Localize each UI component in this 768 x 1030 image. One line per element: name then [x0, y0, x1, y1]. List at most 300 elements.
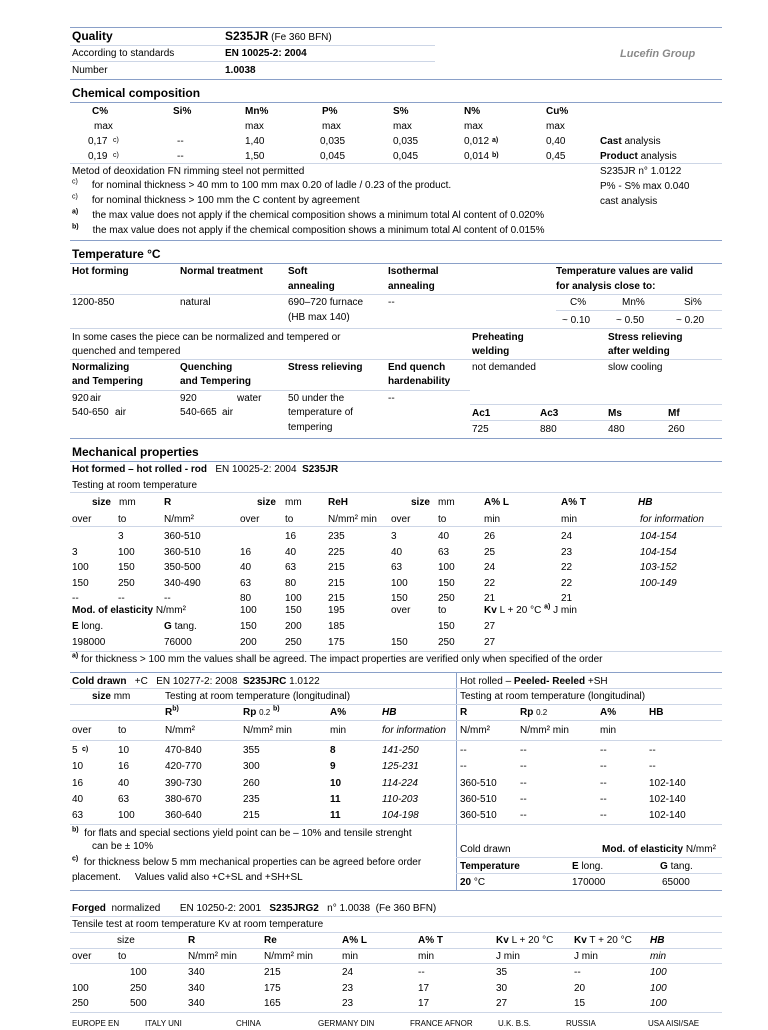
forged-cell-0-7: --: [574, 967, 581, 978]
el2-1: 200: [285, 621, 302, 632]
peel-cell-3-0: 360-510: [460, 793, 497, 805]
an-h-c: C%: [570, 297, 587, 308]
chem-title: Chemical composition: [72, 86, 201, 100]
mech-cell-0-2: 360-510: [164, 531, 201, 542]
mech-u-7: to: [438, 514, 447, 525]
chem-r1-0: 0,17: [88, 136, 108, 147]
temp-note-1: In some cases the piece can be normalized and tempered or: [72, 332, 341, 343]
number-label: Number: [72, 65, 108, 76]
cold-u-over: over: [72, 725, 92, 736]
mech-cell-2-2: 350-500: [164, 562, 201, 573]
mech-cell-3-7: 150: [438, 577, 455, 589]
mech-footnote: $^{a)}$ for thickness > 100 mm the values shall be agreed. The impact properties are verified only when specified of the order: [72, 652, 603, 665]
mech-cell-4-7: 250: [438, 593, 455, 604]
mech-cell-2-4: 63: [285, 562, 297, 573]
forged-u-4: min: [342, 951, 359, 962]
mech-u-9: min: [561, 514, 578, 525]
forged-r-h: R: [188, 935, 196, 946]
eq-value: --: [388, 393, 395, 404]
ac1-header: Ac1: [472, 408, 491, 419]
mech-cell-3-3: 63: [240, 577, 252, 589]
peel-t-value: 20 °C: [460, 877, 486, 888]
number-value: 1.0038: [225, 65, 256, 76]
el1-2: 195: [328, 605, 345, 616]
el1-0: 100: [240, 605, 257, 616]
right-note-2: cast analysis: [600, 196, 658, 207]
chem-max-0: max: [94, 121, 113, 132]
forged-cell-2-4: 23: [342, 998, 354, 1009]
mech-h-5: ReH: [328, 497, 349, 508]
footer-std-3: GERMANY DIN: [318, 1019, 375, 1028]
cold-cell-1-5: 125-231: [382, 761, 419, 773]
cold-cell-0-3: 355: [243, 745, 260, 756]
mech-u-1: to: [118, 514, 127, 525]
el3-0: 198000: [72, 637, 106, 648]
ac3-value: 880: [540, 424, 557, 435]
cold-cell-2-5: 114-224: [382, 777, 418, 789]
mech-u-6: over: [391, 514, 411, 525]
mech-cell-2-3: 40: [240, 562, 252, 573]
peel-temperature: Temperature: [460, 861, 520, 872]
cold-r-header: $R^{b)}$: [165, 705, 179, 718]
cold-hb-header: HB: [382, 707, 397, 718]
mech-cell-2-9: 22: [561, 562, 573, 573]
mech-h-4: mm: [285, 497, 302, 508]
cold-u-rp: N/mm² min: [243, 725, 292, 736]
peel-testing: Testing at room temperature (longitudinal): [460, 691, 646, 702]
preheating-header-1: Preheating: [472, 332, 524, 343]
mech-cell-4-3: 80: [240, 593, 252, 604]
peel-cell-4-0: 360-510: [460, 810, 497, 822]
an-v-mn: ~ 0.50: [616, 315, 645, 326]
cold-rp-header: Rp 0.2 $^{b)}$: [243, 705, 280, 718]
standards-value: EN 10025-2: 2004: [225, 48, 307, 59]
mech-cell-2-7: 100: [438, 562, 455, 573]
mech-u-4: to: [285, 514, 294, 525]
ac3-header: Ac3: [540, 408, 559, 419]
mech-h-1: mm: [119, 497, 136, 508]
peel-cell-4-2: --: [600, 810, 607, 822]
quality-label: Quality: [72, 29, 113, 43]
qt-r1-m: water: [237, 393, 262, 404]
cold-cell-0-2: 470-840: [165, 745, 202, 756]
cold-cell-3-2: 380-670: [165, 793, 202, 805]
footer-std-5: U.K. B.S.: [498, 1019, 531, 1028]
mech-testing: Testing at room temperature: [72, 480, 198, 491]
mf-header: Mf: [668, 408, 680, 419]
mech-h-10: HB: [638, 497, 653, 508]
stress-v-3: tempering: [288, 422, 333, 433]
forged-cell-1-8: 100: [650, 982, 667, 994]
mech-h-3: size: [257, 497, 276, 508]
stress-v-1: 50 under the: [288, 393, 345, 404]
cold-cell-1-3: 300: [243, 761, 260, 773]
peel-cold-drawn: Cold drawn: [460, 844, 511, 855]
forged-cell-1-7: 20: [574, 982, 586, 994]
mech-cell-0-6: 3: [391, 531, 397, 542]
standards-label: According to standards: [72, 48, 175, 59]
an-v-c: ~ 0.10: [562, 315, 591, 326]
forged-u-5: min: [418, 951, 435, 962]
el2-0: 150: [240, 621, 257, 632]
cold-size-header: size mm: [92, 691, 131, 702]
elasticity-label: Mod. of elasticity N/mm²: [72, 605, 186, 616]
forged-cell-1-4: 23: [342, 982, 354, 994]
preheating-header-2: welding: [472, 346, 510, 357]
kv-label: Kv L + 20 °C $^{a)}$ J min: [484, 603, 577, 616]
nt-r1-t: 920: [72, 393, 89, 404]
soft-annealing-value-1: 690–720 furnace: [288, 297, 364, 308]
forged-cell-0-8: 100: [650, 967, 667, 978]
mech-cell-3-4: 80: [285, 577, 297, 589]
chem-header-3: P%: [322, 106, 338, 117]
peel-e-value: 170000: [572, 877, 606, 888]
cast-analysis-label: Cast analysis: [600, 136, 661, 147]
forged-u-3: N/mm² min: [264, 951, 313, 962]
peel-u-rp: N/mm² min: [520, 725, 569, 736]
chem-sup-n-a: a): [492, 137, 499, 144]
peel-g-value: 65000: [662, 877, 690, 888]
mech-h-2: R: [164, 497, 172, 508]
forged-at-h: A% T: [418, 935, 443, 946]
cold-cell-3-1: 63: [118, 793, 130, 805]
chem-sup-c-1: c): [113, 152, 119, 159]
forged-kvl-h: Kv L + 20 °C: [496, 935, 554, 946]
eq-header-1: End quench: [388, 362, 446, 373]
qt-header-2: and Tempering: [180, 376, 251, 387]
peel-cell-0-3: --: [649, 745, 656, 756]
an-h-mn: Mn%: [622, 297, 645, 308]
mech-u-8: min: [484, 514, 501, 525]
chem-r2-1: --: [177, 151, 184, 162]
mech-h-7: mm: [438, 497, 455, 508]
cold-u-to: to: [118, 725, 127, 736]
ac1-value: 725: [472, 424, 489, 435]
mech-cell-2-0: 100: [72, 562, 89, 573]
peel-cell-3-2: --: [600, 793, 607, 805]
mech-cell-1-10: 104-154: [640, 546, 677, 558]
cold-cell-4-2: 360-640: [165, 810, 202, 822]
chem-header-5: N%: [464, 106, 481, 117]
mech-cell-3-10: 100-149: [640, 577, 677, 589]
el3-7: 27: [484, 637, 496, 648]
mech-cell-0-9: 24: [561, 531, 573, 542]
cold-title: Cold drawn +C EN 10277-2: 2008 S235JRC 1.0122: [72, 676, 320, 687]
forged-title: Forged normalized EN 10250-2: 2001 S235JRG2 n° 1.0038 (Fe 360 BFN): [72, 903, 437, 914]
chem-sup-c-0: c): [113, 137, 119, 144]
cold-cell-4-0: 63: [72, 810, 84, 822]
forged-testing: Tensile test at room temperature Kv at room temperature: [72, 919, 324, 930]
chem-r2-0: 0,19: [88, 151, 108, 162]
cold-u-a: min: [330, 725, 347, 736]
chem-note-3: $^{a)}$ the max value does not apply if the chemical composition shows a minimum total Al content of 0.020%: [72, 208, 545, 221]
chem-r1-5: 0,012: [464, 136, 490, 147]
quality-value: S235JR (Fe 360 BFN): [225, 29, 332, 43]
mech-cell-3-1: 250: [118, 577, 135, 589]
cold-cell-2-0: 16: [72, 777, 84, 789]
forged-cell-1-5: 17: [418, 982, 430, 994]
peel-cell-1-1: --: [520, 761, 527, 773]
brand-logo-text: Lucefin Group: [620, 48, 696, 60]
forged-cell-2-8: 100: [650, 998, 667, 1009]
stress-header: Stress relieving: [288, 362, 363, 373]
forged-cell-2-5: 17: [418, 998, 430, 1009]
normal-treatment-value: natural: [180, 297, 211, 308]
peel-cell-2-2: --: [600, 777, 607, 789]
cold-cell-0-0: 5: [72, 745, 78, 756]
chem-max-2: max: [245, 121, 264, 132]
mech-cell-4-8: 21: [484, 593, 496, 604]
mech-cell-2-5: 215: [328, 562, 345, 573]
el3-1: 76000: [164, 637, 192, 648]
cold-fn1b: can be ± 10%: [92, 841, 154, 852]
right-note-0: S235JR n° 1.0122: [600, 166, 682, 177]
ms-value: 480: [608, 424, 625, 435]
peel-cell-2-1: --: [520, 777, 527, 789]
cold-testing: Testing at room temperature (longitudinal): [165, 691, 351, 702]
chem-r2-2: 1,50: [245, 151, 265, 162]
mech-cell-4-0: --: [72, 593, 79, 604]
mf-value: 260: [668, 424, 685, 435]
cold-a-header: A%: [330, 707, 347, 718]
mech-cell-0-7: 40: [438, 531, 450, 542]
mech-cell-1-0: 3: [72, 546, 78, 558]
forged-cell-2-1: 500: [130, 998, 147, 1009]
mech-cell-1-4: 40: [285, 546, 297, 558]
peel-rp-header: Rp 0.2: [520, 707, 548, 718]
el1-3: over: [391, 605, 411, 616]
cold-cell-1-1: 16: [118, 761, 130, 773]
mech-cell-0-1: 3: [118, 531, 124, 542]
mech-cell-2-8: 24: [484, 562, 496, 573]
mech-cell-0-8: 26: [484, 531, 496, 542]
cold-cell-2-2: 390-730: [165, 777, 202, 789]
peel-cell-1-2: --: [600, 761, 607, 773]
nt-r1-m: air: [90, 393, 102, 404]
cold-u-r: N/mm²: [165, 725, 195, 736]
peel-mod-elasticity: Mod. of elasticity N/mm²: [602, 844, 716, 855]
peel-cell-0-1: --: [520, 745, 527, 756]
mech-h-9: A% T: [561, 497, 586, 508]
cold-cell-1-4: 9: [330, 761, 336, 773]
mech-u-5: N/mm² min: [328, 514, 377, 525]
el3-5: 150: [391, 637, 408, 648]
footer-std-2: CHINA: [236, 1019, 261, 1028]
mech-cell-2-6: 63: [391, 562, 403, 573]
forged-re-h: Re: [264, 935, 277, 946]
forged-hb-h: HB: [650, 935, 665, 946]
forged-cell-0-5: --: [418, 967, 425, 978]
peel-cell-1-0: --: [460, 761, 467, 773]
right-note-1: P% - S% max 0.040: [600, 181, 690, 192]
mech-u-2: N/mm²: [164, 514, 194, 525]
mech-cell-4-2: --: [164, 593, 171, 604]
forged-cell-2-6: 27: [496, 998, 508, 1009]
chem-r1-3: 0,035: [320, 136, 346, 147]
temp-note-2: quenched and tempered: [72, 346, 181, 357]
soft-annealing-header-1: Soft: [288, 266, 308, 277]
g-tang: G tang.: [164, 621, 197, 632]
hot-forming-value: 1200-850: [72, 297, 115, 308]
forged-cell-1-1: 250: [130, 982, 147, 994]
mech-u-3: over: [240, 514, 260, 525]
cold-cell-2-3: 260: [243, 777, 260, 789]
peel-e-long: E long.: [572, 861, 604, 872]
mech-cell-3-2: 340-490: [164, 577, 201, 589]
chem-max-4: max: [393, 121, 412, 132]
chem-max-5: max: [464, 121, 483, 132]
peel-cell-3-1: --: [520, 793, 527, 805]
temp-title: Temperature °C: [72, 247, 161, 261]
peel-r-header: R: [460, 707, 468, 718]
stress-after-header-2: after welding: [608, 346, 670, 357]
product-analysis-label: Product analysis: [600, 151, 677, 162]
forged-cell-2-2: 340: [188, 998, 205, 1009]
forged-kvt-h: Kv T + 20 °C: [574, 935, 632, 946]
peel-u-r: N/mm²: [460, 725, 490, 736]
forged-u-0: over: [72, 951, 92, 962]
mech-cell-2-10: 103-152: [640, 562, 677, 573]
footer-std-6: RUSSIA: [566, 1019, 596, 1028]
cold-cell-1-0: 10: [72, 761, 84, 773]
mech-cell-4-4: 100: [285, 593, 302, 604]
mech-cell-0-5: 235: [328, 531, 345, 542]
mech-cell-1-9: 23: [561, 546, 573, 558]
chem-max-6: max: [546, 121, 565, 132]
peel-g-tang: G tang.: [660, 861, 693, 872]
eq-header-2: hardenability: [388, 376, 451, 387]
qt-r2-t: 540-665: [180, 407, 217, 418]
an-h-si: Si%: [684, 297, 702, 308]
cold-fn2: $^{c)}$ for thickness below 5 mm mechanical properties can be agreed before order: [72, 855, 422, 868]
peel-cell-3-3: 102-140: [649, 793, 686, 805]
chem-note-1: $^{c)}$ for nominal thickness > 40 mm to 100 mm max 0.20 of ladle / 0.23 of the product.: [72, 178, 452, 191]
peel-u-a: min: [600, 725, 617, 736]
forged-cell-1-0: 100: [72, 982, 89, 994]
nt-r2-m: air: [115, 407, 127, 418]
forged-cell-1-6: 30: [496, 982, 508, 994]
forged-u-7: J min: [574, 951, 598, 962]
forged-cell-0-6: 35: [496, 967, 508, 978]
forged-cell-1-3: 175: [264, 982, 281, 994]
cold-cell-0-4: 8: [330, 745, 336, 756]
el1-4: to: [438, 605, 447, 616]
forged-cell-1-2: 340: [188, 982, 205, 994]
cold-cell-4-5: 104-198: [382, 810, 419, 822]
mech-cell-0-10: 104-154: [640, 531, 677, 542]
cold-cell-3-0: 40: [72, 793, 84, 805]
chem-r1-4: 0,035: [393, 136, 419, 147]
mech-title: Mechanical properties: [72, 445, 199, 459]
chem-note-0: Metod of deoxidation FN rimming steel not permitted: [72, 166, 305, 177]
hot-forming-header: Hot forming: [72, 266, 129, 277]
isothermal-header-1: Isothermal: [388, 266, 439, 277]
footer-std-7: USA AISI/SAE: [648, 1019, 700, 1028]
chem-note-4: $^{b)}$ the max value does not apply if the chemical composition shows a minimum total Al content of 0.015%: [72, 223, 545, 236]
chem-r2-6: 0,45: [546, 151, 566, 162]
cold-cell-3-5: 110-203: [382, 793, 418, 805]
chem-r2-4: 0,045: [393, 151, 419, 162]
el1-1: 150: [285, 605, 302, 616]
forged-u-8: min: [650, 951, 667, 962]
forged-size-h: size: [117, 935, 135, 946]
peel-cell-0-0: --: [460, 745, 467, 756]
mech-cell-4-1: --: [118, 593, 125, 604]
footer-std-0: EUROPE EN: [72, 1019, 120, 1028]
mech-cell-1-3: 16: [240, 546, 252, 558]
forged-cell-0-4: 24: [342, 967, 354, 978]
chem-header-4: S%: [393, 106, 409, 117]
mech-subtitle: Hot formed – hot rolled - rod EN 10025-2: 2004 S235JR: [72, 464, 339, 475]
el3-3: 250: [285, 637, 302, 648]
el2-2: 185: [328, 621, 345, 632]
valid-header-2: for analysis close to:: [556, 281, 656, 292]
peel-cell-2-0: 360-510: [460, 777, 497, 789]
peel-cell-2-3: 102-140: [649, 777, 686, 789]
mech-h-8: A% L: [484, 497, 509, 508]
chem-note-2: $^{c)}$ for nominal thickness > 100 mm the C content by agreement: [72, 193, 360, 206]
mech-cell-4-9: 21: [561, 593, 573, 604]
chem-header-1: Si%: [173, 106, 192, 117]
forged-cell-2-0: 250: [72, 998, 89, 1009]
footer-std-4: FRANCE AFNOR: [410, 1019, 473, 1028]
mech-cell-3-8: 22: [484, 577, 496, 589]
soft-annealing-value-2: (HB max 140): [288, 312, 350, 323]
nt-r2-t: 540-650: [72, 407, 109, 418]
cold-cell-1-2: 420-770: [165, 761, 202, 773]
peel-hb-header: HB: [649, 707, 664, 718]
cold-cell-2-1: 40: [118, 777, 130, 789]
forged-al-h: A% L: [342, 935, 367, 946]
chem-header-0: C%: [92, 106, 109, 117]
peel-cell-4-3: 102-140: [649, 810, 686, 822]
mech-cell-1-8: 25: [484, 546, 496, 558]
mech-cell-4-5: 215: [328, 593, 345, 604]
mech-cell-1-7: 63: [438, 546, 450, 558]
peel-cell-4-1: --: [520, 810, 527, 822]
mech-cell-1-5: 225: [328, 546, 345, 558]
forged-u-6: J min: [496, 951, 520, 962]
chem-r2-3: 0,045: [320, 151, 346, 162]
mech-cell-3-0: 150: [72, 577, 89, 589]
ms-header: Ms: [608, 408, 622, 419]
qt-r2-m: air: [222, 407, 234, 418]
stress-after-header-1: Stress relieving: [608, 332, 683, 343]
nt-header-1: Normalizing: [72, 362, 130, 373]
mech-h-0: size: [92, 497, 111, 508]
mech-cell-1-1: 100: [118, 546, 135, 558]
mech-u-0: over: [72, 514, 92, 525]
chem-r1-1: --: [177, 136, 184, 147]
el2-4: 150: [438, 621, 455, 632]
forged-cell-0-3: 215: [264, 967, 281, 978]
qt-r1-t: 920: [180, 393, 197, 404]
el3-6: 250: [438, 637, 455, 648]
an-v-si: ~ 0.20: [676, 315, 705, 326]
e-long: E long.: [72, 621, 104, 632]
chem-sup-n-b: b): [492, 152, 499, 159]
cold-cell-4-1: 100: [118, 810, 135, 822]
cold-cell-3-4: 11: [330, 793, 341, 805]
mech-u-10: for information: [640, 514, 704, 525]
mech-cell-2-1: 150: [118, 562, 135, 573]
el3-4: 175: [328, 637, 345, 648]
chem-r2-5: 0,014: [464, 151, 490, 162]
mech-cell-3-6: 100: [391, 577, 408, 589]
cold-fn2b: placement. Values valid also +C+SL and +SH+SL: [72, 872, 303, 883]
mech-cell-0-4: 16: [285, 531, 297, 542]
chem-r1-2: 1,40: [245, 136, 265, 147]
